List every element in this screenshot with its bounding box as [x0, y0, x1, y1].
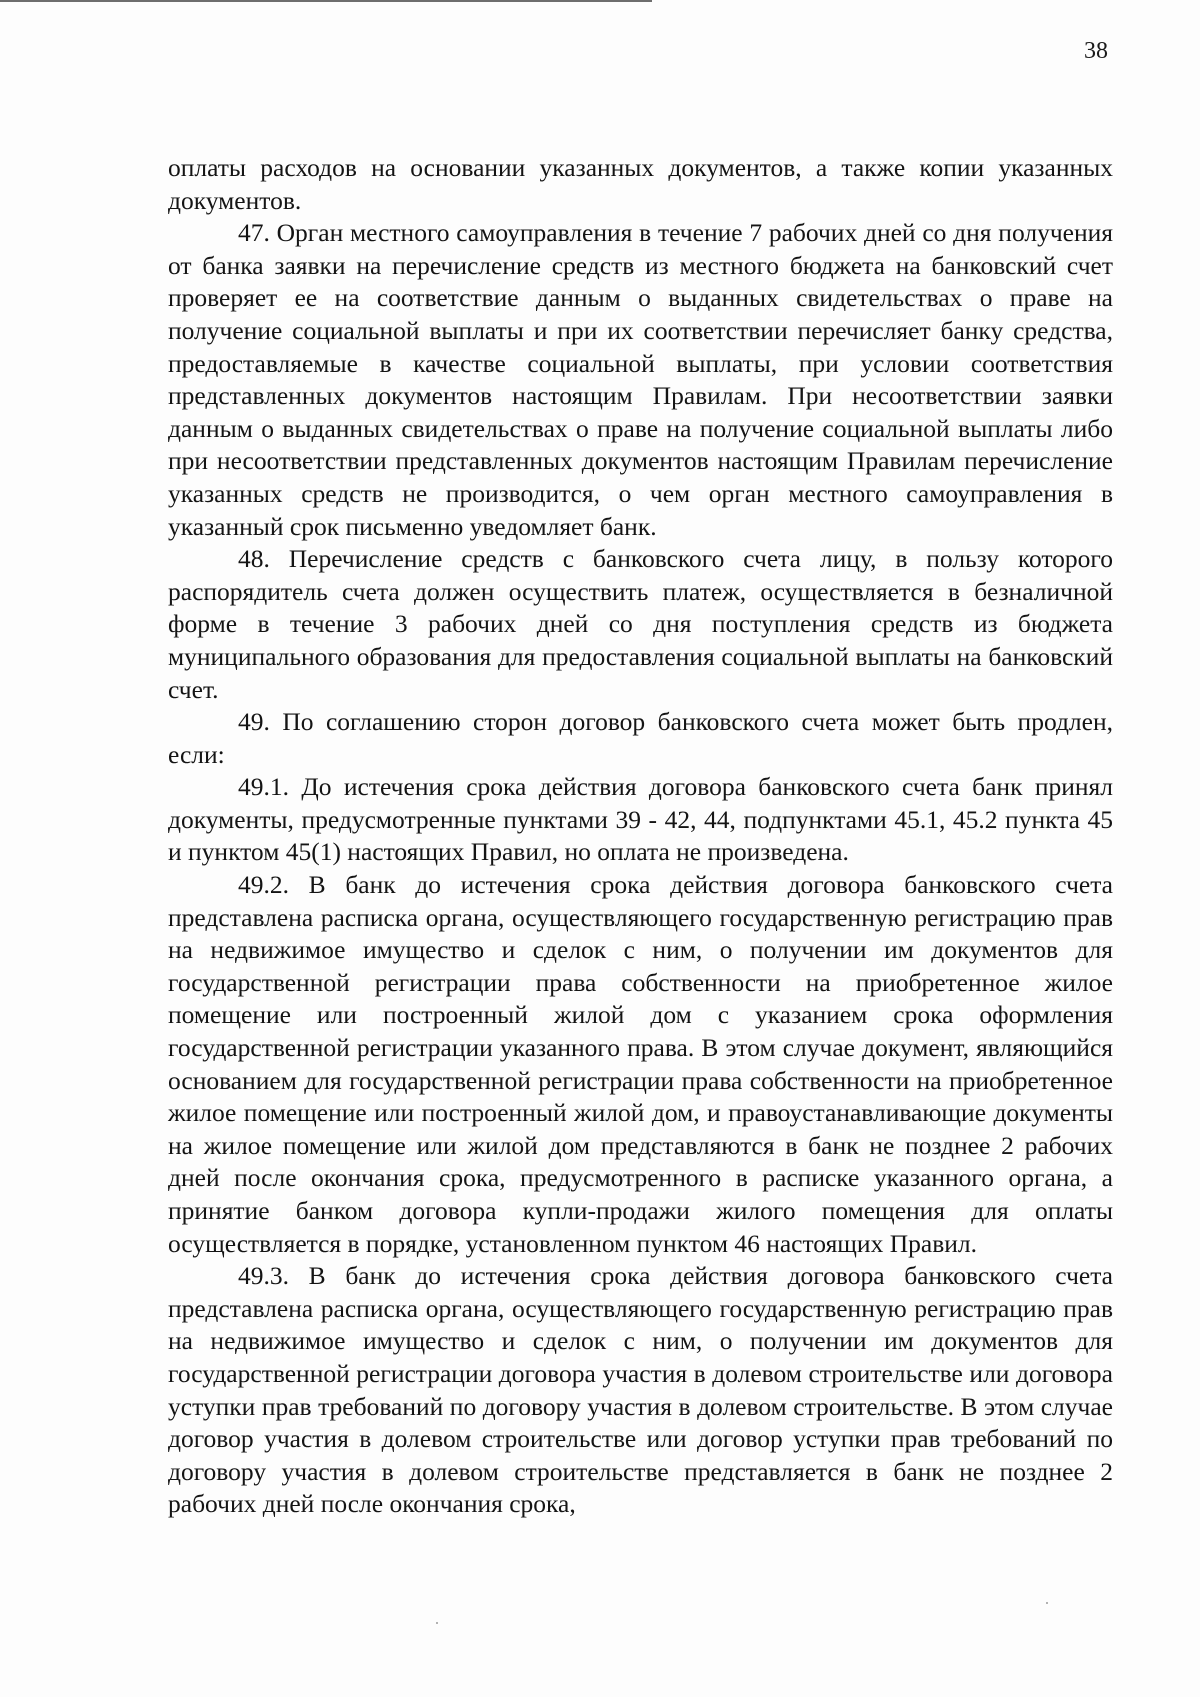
paragraph-48: 48. Перечисление средств с банковского счета лицу, в пользу которого распорядитель счета должен осуществить платеж, осуществляется в безналичной форме в течение 3 рабочих дней со дня поступления средств из бюджета муниципального образования для предоставления социальной выплаты на банковский счет.: [168, 544, 1113, 704]
paragraph-49-3: 49.3. В банк до истечения срока действия договора банковского счета представлена расписка органа, осуществляющего государственную регистрацию прав на недвижимое имущество и сделок с ним, о получении им документов для государственной регистрации договора участия в долевом строительстве или договора уступки прав требований по договору участия в долевом строительстве. В этом случае договор участия в долевом строительстве или договор уступки прав требований по договору участия в долевом строительстве представляется в банк не позднее 2 рабочих дней после окончания срока,: [168, 1261, 1113, 1519]
paragraph-49-2: 49.2. В банк до истечения срока действия договора банковского счета представлена расписка органа, осуществляющего государственную регистрацию прав на недвижимое имущество и сделок с ним, о получении им документов для государственной регистрации права собственности на приобретенное жилое помещение или построенный жилой дом с указанием срока оформления государственной регистрации указанного права. В этом случае документ, являющийся основанием для государственной регистрации права собственности на приобретенное жилое помещение или построенный жилой дом, и правоустанавливающие документы на жилое помещение или жилой дом представляются в банк не позднее 2 рабочих дней после окончания срока, предусмотренного в расписке указанного органа, а принятие банком договора купли-продажи жилого помещения для оплаты осуществляется в порядке, установленном пунктом 46 настоящих Правил.: [168, 870, 1113, 1258]
scan-edge-line: [0, 0, 652, 2]
paragraph-continuation: оплаты расходов на основании указанных документов, а также копии указанных документов.: [168, 153, 1113, 215]
document-body: [168, 152, 1113, 1521]
page-number: 38: [1084, 38, 1108, 64]
paragraph-49: 49. По соглашению сторон договор банковского счета может быть продлен, если:: [168, 707, 1113, 769]
paragraph-47: 47. Орган местного самоуправления в течение 7 рабочих дней со дня получения от банка заявки на перечисление средств из местного бюджета на банковский счет проверяет ее на соответствие данным о выданных свидетельствах о праве на получение социальной выплаты и при их соответствии перечисляет банку средства, предоставляемые в качестве социальной выплаты, при условии соответствия представленных документов настоящим Правилам. При несоответствии заявки данным о выданных свидетельствах о праве на получение социальной выплаты либо при несоответствии представленных документов настоящим Правилам перечисление указанных средств не производится, о чем орган местного самоуправления в указанный срок письменно уведомляет банк.: [168, 218, 1113, 541]
scan-speck: [436, 1622, 438, 1624]
scan-speck: [1046, 1602, 1048, 1604]
paragraph-49-1: 49.1. До истечения срока действия договора банковского счета банк принял документы, предусмотренные пунктами 39 - 42, 44, подпунктами 45.1, 45.2 пункта 45 и пунктом 45(1) настоящих Правил, но оплата не произведена.: [168, 772, 1113, 867]
